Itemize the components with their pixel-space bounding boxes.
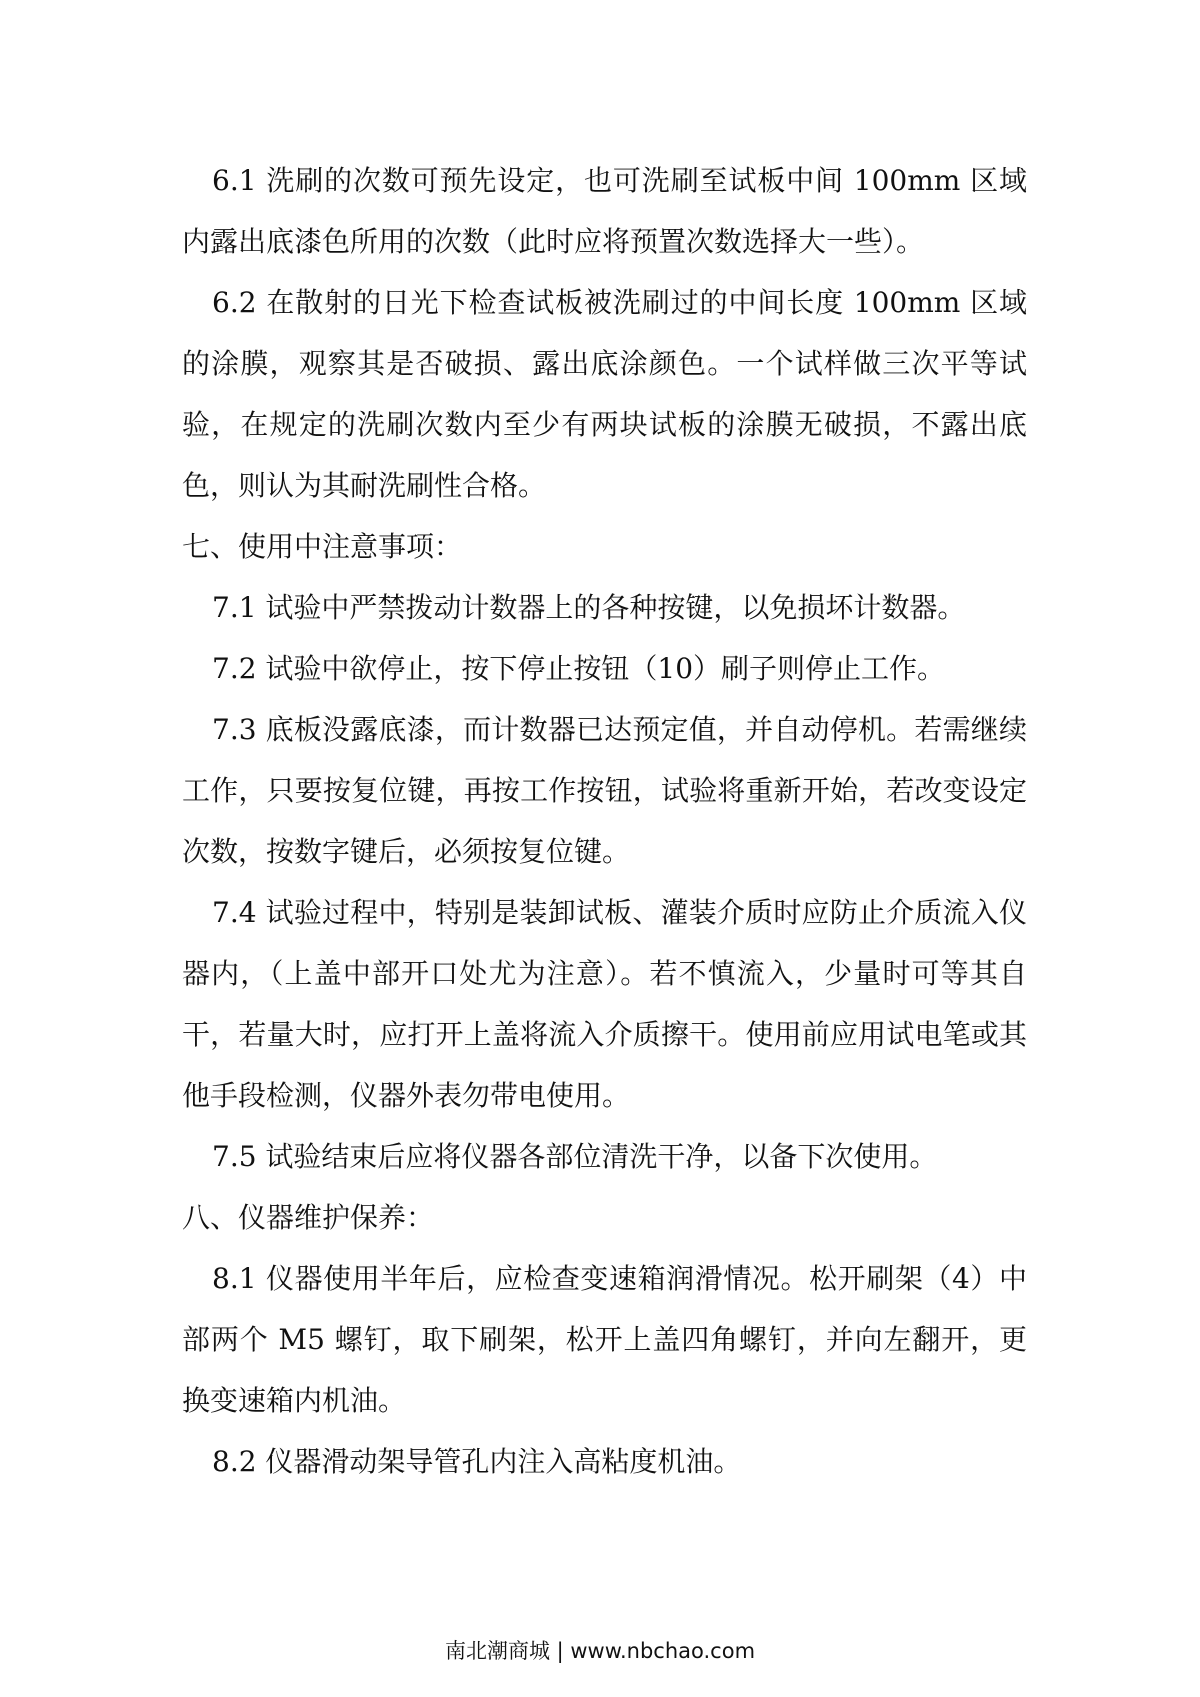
paragraph-7-2: 7.2 试验中欲停止，按下停止按钮（10）刷子则停止工作。 bbox=[212, 652, 946, 685]
paragraph-7-1: 7.1 试验中严禁拨动计数器上的各种按键，以免损坏计数器。 bbox=[212, 591, 966, 624]
document-body bbox=[182, 150, 1027, 1492]
paragraph-8-1: 8.1 仪器使用半年后，应检查变速箱润滑情况。松开刷架（4）中部两个 M5 螺钉，取下刷架，松开上盖四角螺钉，并向左翻开，更换变速箱内机油。 bbox=[182, 1262, 1027, 1417]
page-footer: 南北潮商城 | www.nbchao.com bbox=[444, 1639, 756, 1663]
paragraph-7-5: 7.5 试验结束后应将仪器各部位清洗干净，以备下次使用。 bbox=[212, 1140, 938, 1173]
paragraph-6-1: 6.1 洗刷的次数可预先设定，也可洗刷至试板中间 100mm 区域内露出底漆色所用的次数（此时应将预置次数选择大一些）。 bbox=[182, 164, 1027, 258]
paragraph-6-2: 6.2 在散射的日光下检查试板被洗刷过的中间长度 100mm 区域的涂膜，观察其是否破损、露出底涂颜色。一个试样做三次平等试验，在规定的洗刷次数内至少有两块试板的涂膜无破损，不露出底色，则认为其耐洗刷性合格。 bbox=[182, 286, 1027, 502]
paragraph-7-4: 7.4 试验过程中，特别是装卸试板、灌装介质时应防止介质流入仪器内，（上盖中部开口处尤为注意）。若不慎流入，少量时可等其自干，若量大时，应打开上盖将流入介质擦干。使用前应用试电笔或其他手段检测，仪器外表勿带电使用。 bbox=[182, 896, 1027, 1112]
section-heading-8: 八、仪器维护保养： bbox=[182, 1201, 435, 1234]
section-heading-7: 七、使用中注意事项： bbox=[182, 530, 463, 563]
paragraph-8-2: 8.2 仪器滑动架导管孔内注入高粘度机油。 bbox=[212, 1445, 742, 1478]
paragraph-7-3: 7.3 底板没露底漆，而计数器已达预定值，并自动停机。若需继续工作，只要按复位键，再按工作按钮，试验将重新开始，若改变设定次数，按数字键后，必须按复位键。 bbox=[182, 713, 1027, 868]
